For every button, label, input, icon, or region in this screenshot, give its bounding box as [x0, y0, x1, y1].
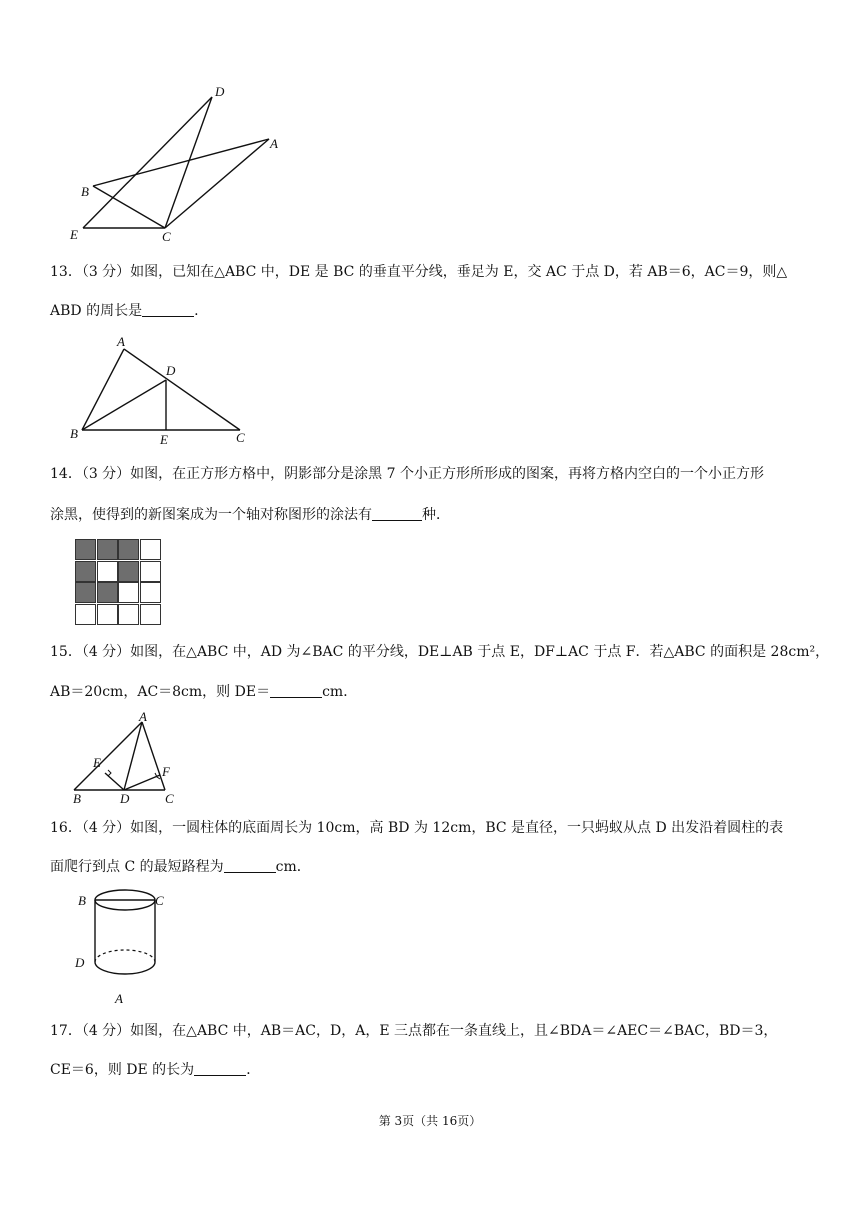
label-C: C [165, 791, 174, 806]
segment-DF [124, 775, 160, 790]
bottom-back-arc [95, 950, 155, 962]
figure-q15 [62, 708, 192, 808]
label-B: B [70, 426, 78, 441]
answer-blank-13[interactable] [142, 302, 194, 317]
page-footer: 第 3页（共 16页） [378, 1114, 482, 1128]
question-13-text: ABD 的周长是 [50, 303, 143, 319]
question-13-line-2: ABD 的周长是 . [50, 303, 199, 319]
question-13-line-1: 13．（3 分）如图，已知在△ABC 中，DE 是 BC 的垂直平分线，垂足为 E，交 AC 于点 D，若 AB＝6，AC＝9，则△ [50, 264, 788, 280]
grid-cell-blank [118, 582, 139, 603]
label-A: A [115, 991, 123, 1006]
grid-cell-shaded [118, 539, 139, 560]
question-17-text: CE＝6，则 DE 的长为 [50, 1062, 195, 1078]
question-16-line-2: 面爬行到点 C 的最短路程为 cm． [50, 859, 311, 875]
label-C: C [155, 893, 164, 908]
question-17-line-1: 17．（4 分）如图，在△ABC 中，AB＝AC，D，A，E 三点都在一条直线上，且∠BDA＝∠AEC＝∠BAC，BD＝3， [50, 1023, 778, 1039]
question-15-line-2: AB＝20cm，AC＝8cm，则 DE＝ cm． [50, 684, 358, 700]
grid-cell-shaded [75, 582, 96, 603]
segment-AC [142, 722, 165, 790]
label-B: B [81, 184, 89, 199]
question-14-line-2: 涂黑，使得到的新图案成为一个轴对称图形的涂法有 种． [50, 507, 450, 523]
right-angle-E [108, 770, 111, 776]
label-D: D [166, 363, 176, 378]
label-A: A [270, 136, 278, 151]
shaded-grid-q14 [75, 539, 162, 626]
grid-cell-blank [140, 604, 161, 625]
label-B: B [73, 791, 81, 806]
grid-cell-shaded [97, 539, 118, 560]
question-17-line-2: CE＝6，则 DE 的长为 ． [50, 1062, 261, 1078]
segment-AC [124, 349, 240, 430]
question-15-text: AB＝20cm，AC＝8cm，则 DE＝ [50, 684, 271, 700]
grid-cell-blank [140, 561, 161, 582]
label-B: B [78, 893, 86, 908]
label-D: D [120, 791, 130, 806]
label-E: E [70, 227, 78, 242]
answer-blank-15[interactable] [270, 683, 322, 698]
grid-cell-shaded [118, 561, 139, 582]
answer-blank-14[interactable] [372, 506, 422, 521]
figure-q13 [62, 332, 262, 447]
label-F: F [162, 764, 170, 779]
bottom-front-arc [95, 962, 155, 974]
question-15-line-1: 15．（4 分）如图，在△ABC 中，AD 为∠BAC 的平分线，DE⊥AB 于点 E，DF⊥AC 于点 F．若△ABC 的面积是 28cm²， [50, 644, 830, 660]
segment-AD [124, 722, 142, 790]
grid-cell-blank [140, 539, 161, 560]
question-14-line-1: 14．（3 分）如图，在正方形方格中，阴影部分是涂黑 7 个小正方形所形成的图案，再将方格内空白的一个小正方形 [50, 466, 764, 482]
grid-cell-shaded [75, 539, 96, 560]
segment-DE [83, 97, 212, 228]
grid-cell-blank [97, 561, 118, 582]
grid-cell-blank [97, 604, 118, 625]
figure-q12 [60, 80, 300, 245]
label-E: E [93, 755, 101, 770]
question-16-text: 面爬行到点 C 的最短路程为 [50, 859, 224, 875]
grid-cell-shaded [97, 582, 118, 603]
answer-blank-16[interactable] [224, 858, 276, 873]
grid-cell-blank [140, 582, 161, 603]
label-A: A [117, 334, 125, 349]
grid-cell-blank [75, 604, 96, 625]
label-A: A [139, 709, 147, 724]
figure-q16-cylinder [66, 885, 176, 1010]
label-E: E [160, 432, 168, 447]
grid-cell-blank [118, 604, 139, 625]
label-C: C [162, 229, 171, 244]
label-D: D [75, 955, 85, 970]
label-D: D [215, 84, 225, 99]
grid-cell-shaded [75, 561, 96, 582]
question-14-text: 涂黑，使得到的新图案成为一个轴对称图形的涂法有 [50, 507, 372, 523]
segment-AB [74, 722, 142, 790]
answer-blank-17[interactable] [194, 1061, 246, 1076]
question-16-line-1: 16．（4 分）如图，一圆柱体的底面周长为 10cm，高 BD 为 12cm，BC 是直径，一只蚂蚁从点 D 出发沿着圆柱的表 [50, 820, 784, 836]
label-C: C [236, 430, 245, 445]
